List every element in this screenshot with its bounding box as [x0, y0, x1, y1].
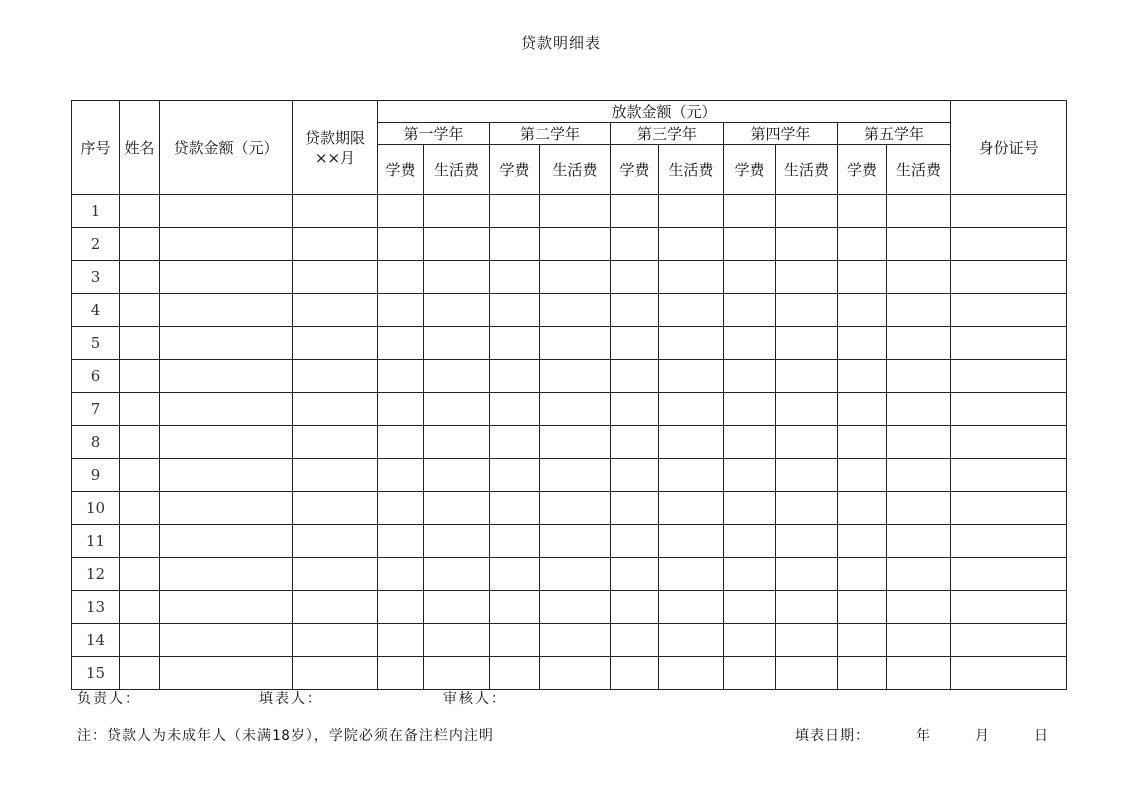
table-cell[interactable]: [540, 591, 611, 624]
table-row: [72, 426, 1067, 459]
table-cell[interactable]: [838, 624, 887, 657]
table-cell[interactable]: [611, 624, 659, 657]
table-cell[interactable]: [951, 426, 1067, 459]
row-seq-number: 5: [72, 327, 120, 360]
table-cell[interactable]: [724, 261, 776, 294]
table-cell[interactable]: [540, 195, 611, 228]
table-cell[interactable]: [378, 195, 424, 228]
table-cell[interactable]: [378, 360, 424, 393]
table-cell[interactable]: [378, 459, 424, 492]
header-living: 生活费: [659, 145, 724, 195]
table-cell[interactable]: [611, 360, 659, 393]
table-cell[interactable]: [951, 393, 1067, 426]
row-seq-number: 1: [72, 195, 120, 228]
header-living: 生活费: [540, 145, 611, 195]
table-cell[interactable]: [659, 393, 724, 426]
table-cell[interactable]: [490, 261, 540, 294]
table-cell[interactable]: [887, 261, 951, 294]
table-cell[interactable]: [293, 327, 378, 360]
table-cell[interactable]: [724, 657, 776, 690]
table-cell[interactable]: [424, 327, 490, 360]
table-cell[interactable]: [951, 492, 1067, 525]
row-seq-number: 4: [72, 294, 120, 327]
table-cell[interactable]: [160, 228, 293, 261]
table-cell[interactable]: [776, 525, 838, 558]
header-loan-term-line2: ××月: [314, 148, 356, 167]
table-cell[interactable]: [293, 558, 378, 591]
table-cell[interactable]: [659, 525, 724, 558]
table-cell[interactable]: [120, 195, 160, 228]
table-cell[interactable]: [120, 327, 160, 360]
table-cell[interactable]: [120, 657, 160, 690]
table-cell[interactable]: [776, 228, 838, 261]
table-cell[interactable]: [838, 492, 887, 525]
table-cell[interactable]: [951, 459, 1067, 492]
header-year-2: 第二学年: [490, 123, 611, 145]
table-cell[interactable]: [120, 624, 160, 657]
table-cell[interactable]: [490, 393, 540, 426]
table-cell[interactable]: [724, 327, 776, 360]
table-cell[interactable]: [540, 459, 611, 492]
header-year-1: 第一学年: [378, 123, 490, 145]
table-cell[interactable]: [490, 294, 540, 327]
table-cell[interactable]: [293, 459, 378, 492]
table-cell[interactable]: [659, 294, 724, 327]
table-cell[interactable]: [424, 360, 490, 393]
table-cell[interactable]: [659, 360, 724, 393]
table-cell[interactable]: [838, 360, 887, 393]
table-cell[interactable]: [611, 393, 659, 426]
table-cell[interactable]: [378, 426, 424, 459]
table-cell[interactable]: [659, 558, 724, 591]
table-cell[interactable]: [160, 393, 293, 426]
table-cell[interactable]: [724, 558, 776, 591]
header-loan-amount: 贷款金额（元）: [160, 101, 293, 195]
table-cell[interactable]: [724, 525, 776, 558]
table-cell[interactable]: [378, 294, 424, 327]
row-seq-number: 6: [72, 360, 120, 393]
table-row: [72, 360, 1067, 393]
table-cell[interactable]: [160, 525, 293, 558]
table-cell[interactable]: [120, 360, 160, 393]
header-living: 生活费: [776, 145, 838, 195]
header-disbursement: 放款金额（元）: [378, 101, 951, 123]
table-cell[interactable]: [776, 558, 838, 591]
table-cell[interactable]: [887, 492, 951, 525]
table-cell[interactable]: [120, 591, 160, 624]
table-cell[interactable]: [160, 624, 293, 657]
table-cell[interactable]: [540, 393, 611, 426]
table-cell[interactable]: [887, 525, 951, 558]
table-row: [72, 195, 1067, 228]
table-cell[interactable]: [540, 228, 611, 261]
table-cell[interactable]: [424, 558, 490, 591]
table-cell[interactable]: [424, 459, 490, 492]
table-row: [72, 228, 1067, 261]
header-year-5: 第五学年: [838, 123, 951, 145]
table-cell[interactable]: [160, 492, 293, 525]
table-cell[interactable]: [424, 195, 490, 228]
row-seq-number: 15: [72, 657, 120, 690]
table-cell[interactable]: [424, 261, 490, 294]
table-row: [72, 393, 1067, 426]
table-cell[interactable]: [887, 459, 951, 492]
table-row: [72, 261, 1067, 294]
table-cell[interactable]: [424, 393, 490, 426]
table-cell[interactable]: [659, 261, 724, 294]
table-row: [72, 558, 1067, 591]
table-cell[interactable]: [120, 426, 160, 459]
table-cell[interactable]: [611, 426, 659, 459]
table-cell[interactable]: [724, 624, 776, 657]
table-cell[interactable]: [293, 360, 378, 393]
table-cell[interactable]: [951, 624, 1067, 657]
table-cell[interactable]: [838, 657, 887, 690]
table-cell[interactable]: [378, 558, 424, 591]
date-day-label: 日: [1034, 728, 1049, 744]
date-month-label: 月: [975, 728, 990, 744]
header-tuition: 学费: [838, 145, 887, 195]
table-cell[interactable]: [611, 327, 659, 360]
table-cell[interactable]: [540, 657, 611, 690]
row-seq-number: 11: [72, 525, 120, 558]
table-cell[interactable]: [424, 426, 490, 459]
table-cell[interactable]: [378, 261, 424, 294]
table-cell[interactable]: [611, 657, 659, 690]
table-cell[interactable]: [776, 327, 838, 360]
table-cell[interactable]: [490, 624, 540, 657]
table-cell[interactable]: [776, 426, 838, 459]
table-cell[interactable]: [160, 591, 293, 624]
table-cell[interactable]: [776, 393, 838, 426]
table-cell[interactable]: [611, 294, 659, 327]
table-cell[interactable]: [490, 657, 540, 690]
table-cell[interactable]: [659, 426, 724, 459]
table-cell[interactable]: [120, 228, 160, 261]
table-cell[interactable]: [776, 261, 838, 294]
table-cell[interactable]: [887, 657, 951, 690]
table-cell[interactable]: [951, 525, 1067, 558]
table-cell[interactable]: [424, 657, 490, 690]
table-cell[interactable]: [160, 426, 293, 459]
table-cell[interactable]: [378, 591, 424, 624]
table-cell[interactable]: [659, 591, 724, 624]
table-cell[interactable]: [540, 327, 611, 360]
table-cell[interactable]: [490, 195, 540, 228]
table-cell[interactable]: [838, 393, 887, 426]
table-cell[interactable]: [490, 459, 540, 492]
table-cell[interactable]: [838, 591, 887, 624]
note-text: 注：贷款人为未成年人（未满18岁），学院必须在备注栏内注明: [77, 728, 494, 744]
table-cell[interactable]: [540, 492, 611, 525]
table-cell[interactable]: [378, 327, 424, 360]
table-cell[interactable]: [120, 261, 160, 294]
table-cell[interactable]: [659, 657, 724, 690]
table-cell[interactable]: [378, 624, 424, 657]
table-cell[interactable]: [776, 360, 838, 393]
table-cell[interactable]: [293, 426, 378, 459]
table-cell[interactable]: [160, 327, 293, 360]
header-tuition: 学费: [490, 145, 540, 195]
table-cell[interactable]: [490, 558, 540, 591]
header-tuition: 学费: [611, 145, 659, 195]
reviewer-label: 审核人：: [443, 691, 507, 707]
table-cell[interactable]: [887, 327, 951, 360]
table-row: [72, 591, 1067, 624]
table-cell[interactable]: [838, 261, 887, 294]
table-cell[interactable]: [887, 228, 951, 261]
table-cell[interactable]: [160, 195, 293, 228]
table-cell[interactable]: [160, 360, 293, 393]
table-cell[interactable]: [378, 492, 424, 525]
table-cell[interactable]: [659, 327, 724, 360]
table-row: [72, 459, 1067, 492]
table-cell[interactable]: [611, 591, 659, 624]
table-cell[interactable]: [838, 525, 887, 558]
table-cell[interactable]: [659, 195, 724, 228]
table-cell[interactable]: [424, 492, 490, 525]
table-cell[interactable]: [160, 294, 293, 327]
header-id-number: 身份证号: [951, 101, 1067, 195]
table-cell[interactable]: [611, 525, 659, 558]
table-cell[interactable]: [490, 228, 540, 261]
table-cell[interactable]: [160, 558, 293, 591]
table-cell[interactable]: [887, 426, 951, 459]
table-cell[interactable]: [776, 492, 838, 525]
table-cell[interactable]: [293, 393, 378, 426]
table-cell[interactable]: [293, 525, 378, 558]
table-cell[interactable]: [724, 492, 776, 525]
table-cell[interactable]: [293, 294, 378, 327]
header-tuition: 学费: [724, 145, 776, 195]
table-cell[interactable]: [659, 228, 724, 261]
header-name: 姓名: [120, 101, 160, 195]
table-cell[interactable]: [724, 195, 776, 228]
table-cell[interactable]: [424, 294, 490, 327]
table-cell[interactable]: [611, 261, 659, 294]
table-cell[interactable]: [951, 228, 1067, 261]
header-loan-term-line1: 贷款期限: [304, 128, 365, 147]
table-cell[interactable]: [887, 360, 951, 393]
table-cell[interactable]: [951, 261, 1067, 294]
table-cell[interactable]: [838, 558, 887, 591]
header-tuition: 学费: [378, 145, 424, 195]
table-row: [72, 624, 1067, 657]
table-cell[interactable]: [724, 360, 776, 393]
table-cell[interactable]: [540, 558, 611, 591]
row-seq-number: 13: [72, 591, 120, 624]
table-cell[interactable]: [838, 426, 887, 459]
table-cell[interactable]: [424, 228, 490, 261]
table-cell[interactable]: [951, 327, 1067, 360]
table-cell[interactable]: [951, 591, 1067, 624]
responsible-label: 负责人：: [77, 691, 141, 707]
table-cell[interactable]: [540, 426, 611, 459]
table-cell[interactable]: [424, 525, 490, 558]
table-cell[interactable]: [838, 294, 887, 327]
row-seq-number: 7: [72, 393, 120, 426]
table-cell[interactable]: [887, 591, 951, 624]
table-row: [72, 657, 1067, 690]
table-row: [72, 327, 1067, 360]
table-cell[interactable]: [378, 657, 424, 690]
table-cell[interactable]: [540, 294, 611, 327]
loan-detail-table: [71, 100, 1067, 690]
table-row: [72, 294, 1067, 327]
row-seq-number: 14: [72, 624, 120, 657]
table-row: [72, 525, 1067, 558]
table-cell[interactable]: [120, 393, 160, 426]
table-cell[interactable]: [293, 624, 378, 657]
table-cell[interactable]: [951, 558, 1067, 591]
table-cell[interactable]: [120, 525, 160, 558]
table-cell[interactable]: [378, 228, 424, 261]
table-cell[interactable]: [611, 195, 659, 228]
table-cell[interactable]: [160, 459, 293, 492]
table-cell[interactable]: [776, 591, 838, 624]
table-cell[interactable]: [120, 294, 160, 327]
table-cell[interactable]: [378, 525, 424, 558]
table-cell[interactable]: [659, 624, 724, 657]
header-living: 生活费: [887, 145, 951, 195]
table-cell[interactable]: [540, 525, 611, 558]
table-cell[interactable]: [424, 591, 490, 624]
row-seq-number: 9: [72, 459, 120, 492]
header-year-4: 第四学年: [724, 123, 838, 145]
table-cell[interactable]: [776, 459, 838, 492]
table-cell[interactable]: [611, 228, 659, 261]
table-cell[interactable]: [120, 492, 160, 525]
table-cell[interactable]: [887, 294, 951, 327]
table-cell[interactable]: [293, 657, 378, 690]
table-cell[interactable]: [540, 624, 611, 657]
table-cell[interactable]: [293, 261, 378, 294]
table-cell[interactable]: [490, 525, 540, 558]
table-cell[interactable]: [887, 558, 951, 591]
table-cell[interactable]: [378, 393, 424, 426]
header-seq: 序号: [72, 101, 120, 195]
table-cell[interactable]: [838, 228, 887, 261]
table-cell[interactable]: [490, 492, 540, 525]
table-cell[interactable]: [838, 327, 887, 360]
table-cell[interactable]: [293, 591, 378, 624]
table-cell[interactable]: [293, 492, 378, 525]
row-seq-number: 8: [72, 426, 120, 459]
table-cell[interactable]: [838, 195, 887, 228]
table-cell[interactable]: [776, 195, 838, 228]
table-cell[interactable]: [724, 459, 776, 492]
header-loan-term: [293, 101, 378, 195]
table-cell[interactable]: [776, 657, 838, 690]
row-seq-number: 12: [72, 558, 120, 591]
table-cell[interactable]: [160, 261, 293, 294]
table-cell[interactable]: [776, 624, 838, 657]
header-living: 生活费: [424, 145, 490, 195]
table-cell[interactable]: [611, 459, 659, 492]
table-cell[interactable]: [724, 228, 776, 261]
table-cell[interactable]: [160, 657, 293, 690]
table-cell[interactable]: [887, 393, 951, 426]
table-cell[interactable]: [120, 459, 160, 492]
table-cell[interactable]: [887, 195, 951, 228]
header-year-3: 第三学年: [611, 123, 724, 145]
table-cell[interactable]: [540, 261, 611, 294]
table-cell[interactable]: [724, 393, 776, 426]
table-cell[interactable]: [120, 558, 160, 591]
row-seq-number: 10: [72, 492, 120, 525]
table-row: [72, 492, 1067, 525]
table-cell[interactable]: [776, 294, 838, 327]
table-cell[interactable]: [659, 459, 724, 492]
table-cell[interactable]: [424, 624, 490, 657]
row-seq-number: 2: [72, 228, 120, 261]
fill-date-label: 填表日期：: [795, 728, 870, 744]
table-cell[interactable]: [951, 657, 1067, 690]
table-cell[interactable]: [490, 591, 540, 624]
table-cell[interactable]: [490, 327, 540, 360]
table-cell[interactable]: [611, 492, 659, 525]
table-cell[interactable]: [611, 558, 659, 591]
table-cell[interactable]: [540, 360, 611, 393]
date-year-label: 年: [916, 728, 931, 744]
table-cell[interactable]: [838, 459, 887, 492]
table-cell[interactable]: [724, 294, 776, 327]
table-cell[interactable]: [490, 360, 540, 393]
table-cell[interactable]: [490, 426, 540, 459]
table-cell[interactable]: [659, 492, 724, 525]
table-cell[interactable]: [724, 591, 776, 624]
page-title: 贷款明细表: [520, 34, 601, 52]
table-cell[interactable]: [724, 426, 776, 459]
table-cell[interactable]: [293, 195, 378, 228]
table-cell[interactable]: [951, 360, 1067, 393]
table-cell[interactable]: [293, 228, 378, 261]
table-cell[interactable]: [951, 195, 1067, 228]
table-body: [72, 195, 1067, 690]
table-cell[interactable]: [951, 294, 1067, 327]
filler-label: 填表人：: [259, 691, 323, 707]
row-seq-number: 3: [72, 261, 120, 294]
table-cell[interactable]: [887, 624, 951, 657]
